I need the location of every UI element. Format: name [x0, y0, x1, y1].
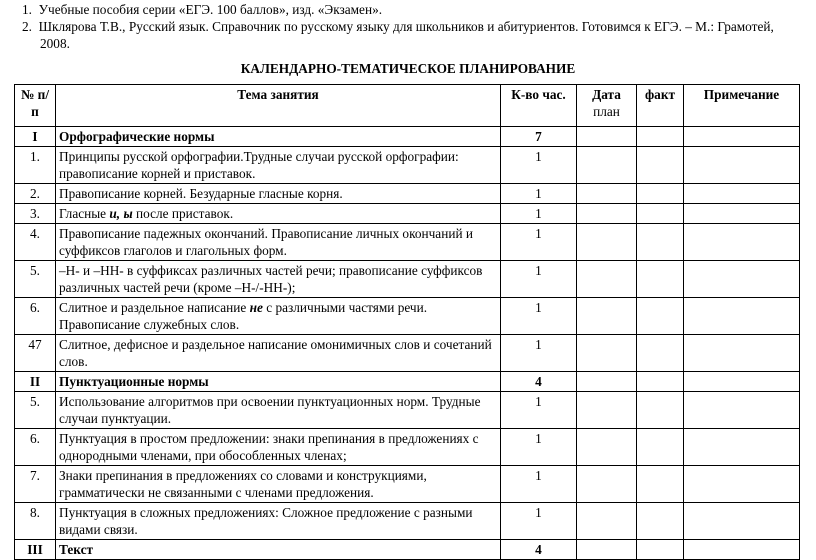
row-hours: 4	[501, 540, 577, 560]
row-num: III	[15, 540, 56, 560]
row-note	[684, 224, 800, 261]
row-date-plan	[577, 335, 637, 372]
table-header-row	[15, 85, 800, 127]
row-fact	[637, 127, 684, 147]
row-date-plan	[577, 204, 637, 224]
topic-text: Гласные	[59, 206, 110, 221]
row-date-plan	[577, 392, 637, 429]
row-topic	[56, 503, 501, 540]
table-row	[15, 429, 800, 466]
row-topic	[56, 298, 501, 335]
row-note	[684, 503, 800, 540]
topic-text: Слитное и раздельное написание	[59, 300, 250, 315]
row-topic	[56, 372, 501, 392]
row-num: 5.	[15, 261, 56, 298]
topic-text: Слитное, дефисное и раздельное написание омонимичных слов и сочетаний слов.	[59, 337, 492, 369]
row-num: 4.	[15, 224, 56, 261]
topic-text: Орфографические нормы	[59, 129, 215, 144]
references-list	[22, 1, 802, 52]
table-row	[15, 503, 800, 540]
row-fact	[637, 429, 684, 466]
row-topic	[56, 429, 501, 466]
planning-table	[14, 84, 800, 560]
section-row	[15, 127, 800, 147]
page-title: КАЛЕНДАРНО-ТЕМАТИЧЕСКОЕ ПЛАНИРОВАНИЕ	[240, 61, 576, 76]
row-date-plan	[577, 147, 637, 184]
row-hours: 1	[501, 261, 577, 298]
row-num: 2.	[15, 184, 56, 204]
topic-text: –Н- и –НН- в суффиксах различных частей речи; правописание суффиксов различных частей речи (кроме –Н-/-НН-);	[59, 263, 483, 295]
table-row	[15, 466, 800, 503]
row-num: 7.	[15, 466, 56, 503]
row-num: 5.	[15, 392, 56, 429]
row-note	[684, 184, 800, 204]
header-date-sub: план	[593, 104, 620, 119]
row-note	[684, 335, 800, 372]
table-row	[15, 204, 800, 224]
row-hours: 1	[501, 503, 577, 540]
row-fact	[637, 466, 684, 503]
row-topic	[56, 184, 501, 204]
topic-emphasis: не	[249, 300, 263, 315]
row-note	[684, 466, 800, 503]
row-num: II	[15, 372, 56, 392]
row-date-plan	[577, 466, 637, 503]
row-topic	[56, 147, 501, 184]
row-fact	[637, 298, 684, 335]
row-topic	[56, 392, 501, 429]
row-date-plan	[577, 184, 637, 204]
row-fact	[637, 184, 684, 204]
row-date-plan	[577, 503, 637, 540]
topic-text: Знаки препинания в предложениях со словами и конструкциями, грамматически не связанными с членами предложения.	[59, 468, 427, 500]
row-num: 8.	[15, 503, 56, 540]
row-hours: 4	[501, 372, 577, 392]
topic-text: Правописание падежных окончаний. Правописание личных окончаний и суффиксов глаголов и глагольных форм.	[59, 226, 474, 258]
table-row	[15, 335, 800, 372]
row-note	[684, 147, 800, 184]
row-hours: 1	[501, 204, 577, 224]
row-fact	[637, 204, 684, 224]
row-topic	[56, 540, 501, 560]
row-topic	[56, 204, 501, 224]
row-note	[684, 298, 800, 335]
reference-item: 1. Учебные пособия серии «ЕГЭ. 100 баллов», изд. «Экзамен».	[22, 2, 383, 17]
row-fact	[637, 392, 684, 429]
row-fact	[637, 503, 684, 540]
row-topic	[56, 335, 501, 372]
row-fact	[637, 335, 684, 372]
row-date-plan	[577, 429, 637, 466]
row-num: 3.	[15, 204, 56, 224]
row-hours: 1	[501, 298, 577, 335]
row-fact	[637, 372, 684, 392]
row-note	[684, 261, 800, 298]
row-num: 6.	[15, 429, 56, 466]
row-num: 47	[15, 335, 56, 372]
topic-text: Использование алгоритмов при освоении пунктуационных норм. Трудные случаи пунктуации.	[59, 394, 481, 426]
header-hours: К-во час.	[501, 85, 577, 127]
section-row	[15, 372, 800, 392]
row-fact	[637, 540, 684, 560]
topic-text: Принципы русской орфографии.Трудные случаи русской орфографии: правописание корней и приставок.	[59, 149, 459, 181]
header-date-label: Дата	[592, 87, 621, 102]
row-hours: 1	[501, 335, 577, 372]
table-row	[15, 298, 800, 335]
row-hours: 1	[501, 147, 577, 184]
section-row	[15, 540, 800, 560]
table-row	[15, 261, 800, 298]
table-row	[15, 147, 800, 184]
row-fact	[637, 224, 684, 261]
row-note	[684, 429, 800, 466]
topic-text: Пунктуация в простом предложении: знаки препинания в предложениях с однородными членами, при обособленных членах;	[59, 431, 479, 463]
row-hours: 1	[501, 429, 577, 466]
topic-text: Правописание корней. Безударные гласные корня.	[59, 186, 343, 201]
row-note	[684, 540, 800, 560]
topic-emphasis: и, ы	[109, 206, 133, 221]
row-note	[684, 372, 800, 392]
topic-text: после приставок.	[132, 206, 234, 221]
row-num: 6.	[15, 298, 56, 335]
row-date-plan	[577, 298, 637, 335]
header-date	[577, 85, 637, 127]
topic-text: с различными частями речи. Правописание служебных слов.	[59, 300, 428, 332]
row-hours: 7	[501, 127, 577, 147]
row-topic	[56, 224, 501, 261]
header-note: Примечание	[684, 85, 800, 127]
table-row	[15, 392, 800, 429]
row-note	[684, 392, 800, 429]
header-num: № п/п	[15, 85, 56, 127]
row-fact	[637, 147, 684, 184]
row-hours: 1	[501, 466, 577, 503]
row-hours: 1	[501, 184, 577, 204]
table-row	[15, 224, 800, 261]
reference-item: 2. Шклярова Т.В., Русский язык. Справочник по русскому языку для школьников и абитуриентов. Готовимся к ЕГЭ. – М.: Грамотей, 2008.	[22, 19, 774, 51]
table-row	[15, 184, 800, 204]
row-topic	[56, 466, 501, 503]
row-date-plan	[577, 540, 637, 560]
row-note	[684, 204, 800, 224]
row-date-plan	[577, 127, 637, 147]
row-num: 1.	[15, 147, 56, 184]
topic-text: Пунктуационные нормы	[59, 374, 209, 389]
row-topic	[56, 127, 501, 147]
header-fact: факт	[637, 85, 684, 127]
row-hours: 1	[501, 392, 577, 429]
row-hours: 1	[501, 224, 577, 261]
topic-text: Текст	[59, 542, 94, 557]
row-date-plan	[577, 224, 637, 261]
row-num: I	[15, 127, 56, 147]
header-topic: Тема занятия	[56, 85, 501, 127]
row-note	[684, 127, 800, 147]
row-fact	[637, 261, 684, 298]
row-date-plan	[577, 372, 637, 392]
row-topic	[56, 261, 501, 298]
topic-text: Пунктуация в сложных предложениях: Сложное предложение с разными видами связи.	[59, 505, 473, 537]
row-date-plan	[577, 261, 637, 298]
